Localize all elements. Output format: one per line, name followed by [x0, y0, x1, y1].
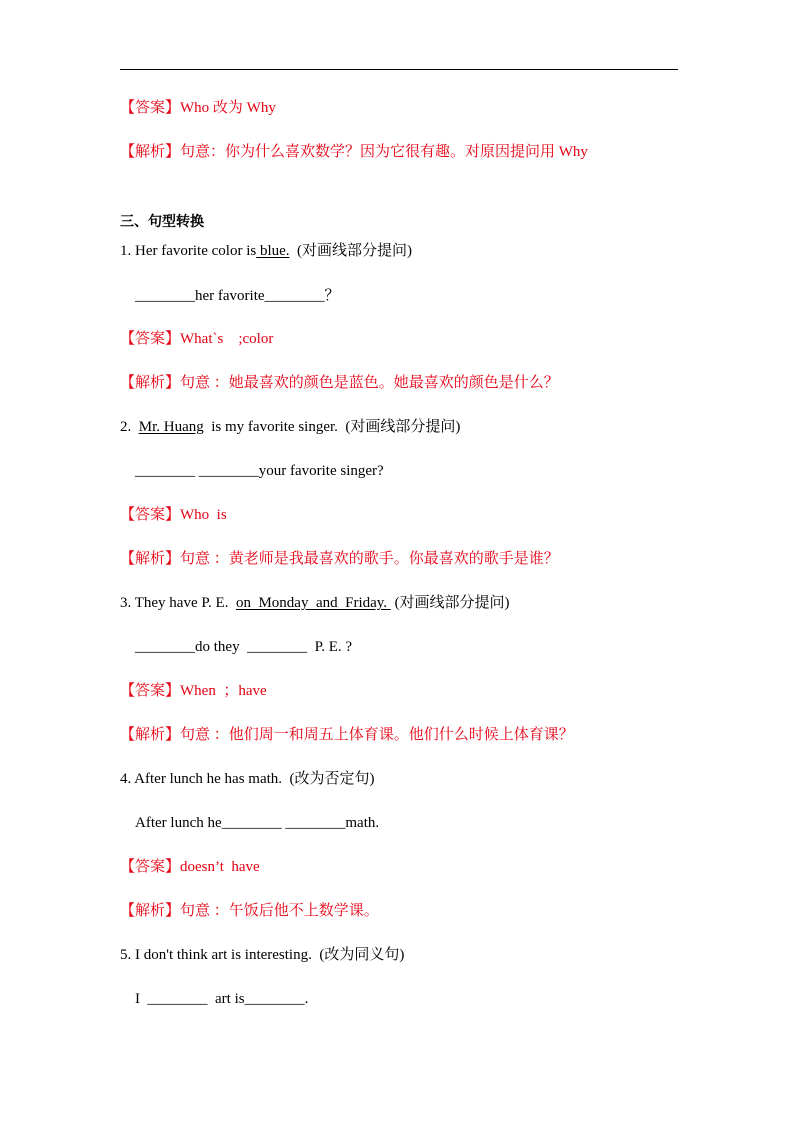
blank-line-4: After lunch he________ ________math.: [135, 815, 380, 831]
analysis-text: 句意 ：午饭后他不上数学课。: [180, 903, 379, 919]
blank-line-3: ________do they ________ P. E. ?: [135, 639, 353, 655]
analysis-text: 句意：你为什么喜欢数学？因为它很有趣。对原因提问用 Why: [180, 144, 588, 160]
question-1: [120, 241, 412, 261]
blank-line-1: ________her favorite________？: [135, 288, 340, 304]
answer-line-2: [120, 505, 227, 525]
analysis-text: 句意 ：她最喜欢的颜色是蓝色。她最喜欢的颜色是什么？: [180, 375, 559, 391]
question-text: 2.: [120, 419, 139, 435]
question-instruction: (对画线部分提问): [289, 243, 413, 259]
analysis-tag: 【解析】: [120, 903, 181, 919]
analysis-line-3: [120, 725, 574, 745]
question-text: 1. Her favorite color is: [120, 243, 257, 259]
question-text: 3. They have P. E.: [120, 595, 236, 611]
analysis-text: 句意 ：黄老师是我最喜欢的歌手。你最喜欢的歌手是谁？: [180, 551, 559, 567]
answer-tag: 【答案】: [120, 683, 181, 699]
analysis-line-2: [120, 549, 559, 569]
answer-tag: 【答案】: [120, 507, 181, 523]
blank-line-5: I ________ art is________.: [135, 991, 309, 1007]
question-instruction: is my favorite singer. (对画线部分提问): [203, 419, 461, 435]
answer-text: Who 改为 Why: [180, 100, 276, 116]
analysis-tag: 【解析】: [120, 551, 181, 567]
analysis-text: 句意 ：他们周一和周五上体育课。他们什么时候上体育课？: [180, 727, 574, 743]
section-title: 三、句型转换: [120, 215, 204, 230]
analysis-tag: 【解析】: [120, 727, 181, 743]
question-instruction: (对画线部分提问): [390, 595, 510, 611]
question-5: 5. I don't think art is interesting. (改为同义句): [120, 947, 405, 963]
answer-text: Who is: [180, 507, 227, 523]
analysis-line-4: [120, 901, 379, 921]
answer-tag: 【答案】: [120, 100, 181, 116]
question-3: [120, 593, 510, 613]
answer-text: What`s ;color: [180, 331, 274, 347]
answer-line-1: [120, 329, 273, 349]
answer-line-4: [120, 857, 260, 877]
analysis-tag: 【解析】: [120, 375, 181, 391]
underlined-part: on Monday and Friday.: [235, 595, 391, 611]
analysis-tag: 【解析】: [120, 144, 181, 160]
analysis-line-prev: [120, 142, 588, 162]
answer-tag: 【答案】: [120, 859, 181, 875]
analysis-line-1: [120, 373, 559, 393]
answer-line-prev: [120, 98, 276, 118]
underlined-part: blue.: [256, 243, 290, 259]
answer-line-3: [120, 681, 267, 701]
blank-line-2: ________ ________your favorite singer?: [135, 463, 384, 479]
answer-text: When ；have: [180, 683, 267, 699]
question-2: [120, 417, 460, 437]
underlined-part: Mr. Huang: [138, 419, 204, 435]
answer-text: doesn’t have: [180, 859, 260, 875]
answer-tag: 【答案】: [120, 331, 181, 347]
question-4: 4. After lunch he has math. (改为否定句): [120, 771, 375, 787]
header-rule: [120, 69, 678, 70]
